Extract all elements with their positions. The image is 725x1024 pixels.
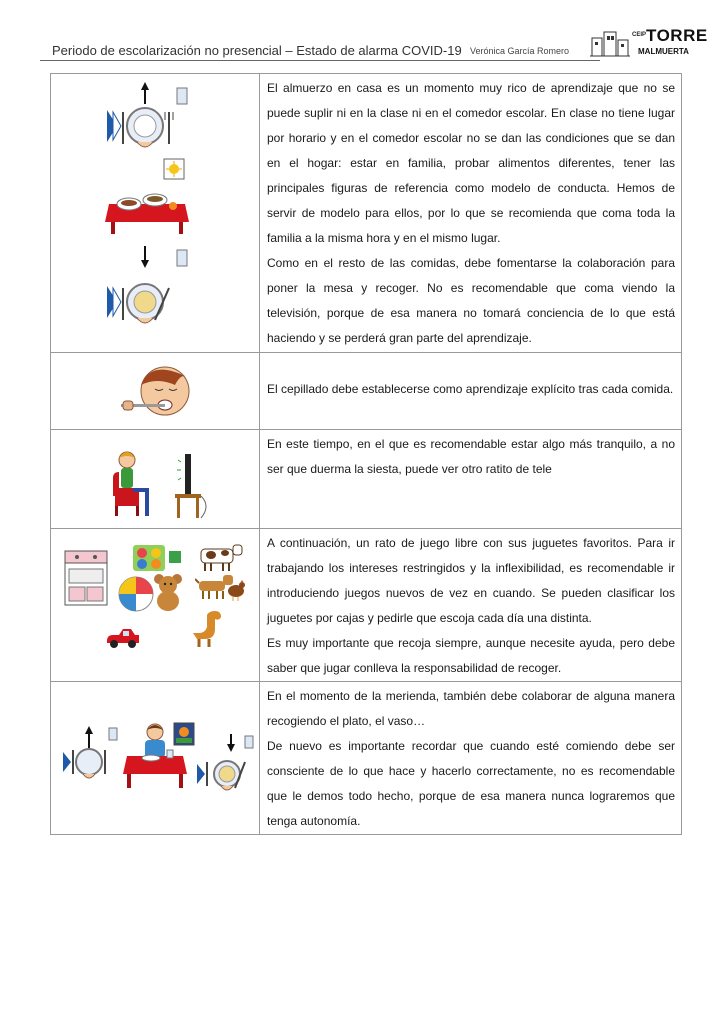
paragraph: El almuerzo en casa es un momento muy rico de aprendizaje que no se puede suplir ni en la clase ni en el comedor escolar. En clase no tiene lugar por horario y en el comedor escolar no se dan las condiciones que se dan en el hogar: estar en familia, probar alimentos diferentes, tener las principales figuras de referencia como modelo de conducta. Hemos de servir de modelo para ellos, por lo que se recomienda que coma toda la familia a la misma hora y en el mismo lugar. [267,81,675,245]
paragraph: Es muy importante que recoja siempre, aunque necesite ayuda, pero debe saber que jugar conlleva la responsabilidad de recoger. [267,636,675,675]
toothbrushing-child-icon [121,359,193,423]
header-divider [40,60,600,61]
paragraph: En este tiempo, en el que es recomendable estar algo más tranquilo, a no ser que duerma la siesta, puede ver otro ratito de tele [267,437,675,476]
logo-ceip-text: CEIP [632,32,647,38]
plate-cutlery-down-icon [197,734,257,796]
toys-pictograms [51,529,260,682]
lunch-text [260,74,682,353]
lunch-pictograms [51,74,260,353]
table-row [51,353,682,430]
toy-car-icon [105,627,141,649]
afternoon-picture-icon [173,722,195,746]
ball-icon [117,575,155,613]
paragraph: De nuevo es importante recordar que cuando esté comiendo debe ser consciente de lo que hace y hacerlo correctamente, no es recomendable que le demos todo hecho, porque de esa manera nunca lograremos que tenga autonomía. [267,739,675,828]
dinosaur-icon [191,609,223,649]
logo-torre-text: TORRE [646,26,708,45]
paragraph: El cepillado debe establecerse como aprendizaje explícito tras cada comida. [267,382,674,396]
logo-malmuerta-text: MALMUERTA [638,47,689,56]
author-name: Verónica García Romero [470,46,570,56]
brushing-text [260,353,682,430]
table-row [51,529,682,682]
tv-text [260,430,682,529]
toy-kitchen-icon [63,545,109,607]
tv-pictograms [51,430,260,529]
paragraph: En el momento de la merienda, también debe colaborar de alguna manera recogiendo el plato, el vaso… [267,689,675,728]
table-with-food-icon [105,186,189,236]
plate-cutlery-down-icon [107,246,191,332]
child-watching-tv-icon [109,448,211,520]
cow-icon [195,541,243,573]
table-row [51,682,682,835]
school-building-icon [590,28,630,58]
play-text [260,529,682,682]
document-title: Periodo de escolarización no presencial – Estado de alarma COVID-19 [52,43,462,58]
routine-table [50,73,682,835]
sun-icon [163,158,185,180]
paragraph: Como en el resto de las comidas, debe fomentarse la colaboración para poner la mesa y recoger. No es recomendable que coma viendo la televisión, porque de esa manera no tomará conciencia de lo que está haciendo y se perderá gran parte del aprendizaje. [267,256,675,345]
page-header [40,22,708,62]
brushing-pictograms [51,353,260,430]
snack-text [260,682,682,835]
snack-pictograms [51,682,260,835]
paragraph: A continuación, un rato de juego libre con sus juguetes favoritos. Para ir trabajando los intereses restringidos y la inflexibilidad, es recomendable ir introduciendo juegos nuevos de vez en cuando. Se pueden clasificar los juguetes por cajas y pedirle que escoja cada día una distinta. [267,536,675,625]
teddy-bear-icon [151,573,185,613]
hen-icon [225,579,247,601]
plate-cutlery-up-icon [63,726,119,784]
plate-cutlery-up-icon [107,82,191,156]
puzzle-icon [131,543,185,575]
school-logo [590,24,708,62]
table-row [51,74,682,353]
table-row [51,430,682,529]
